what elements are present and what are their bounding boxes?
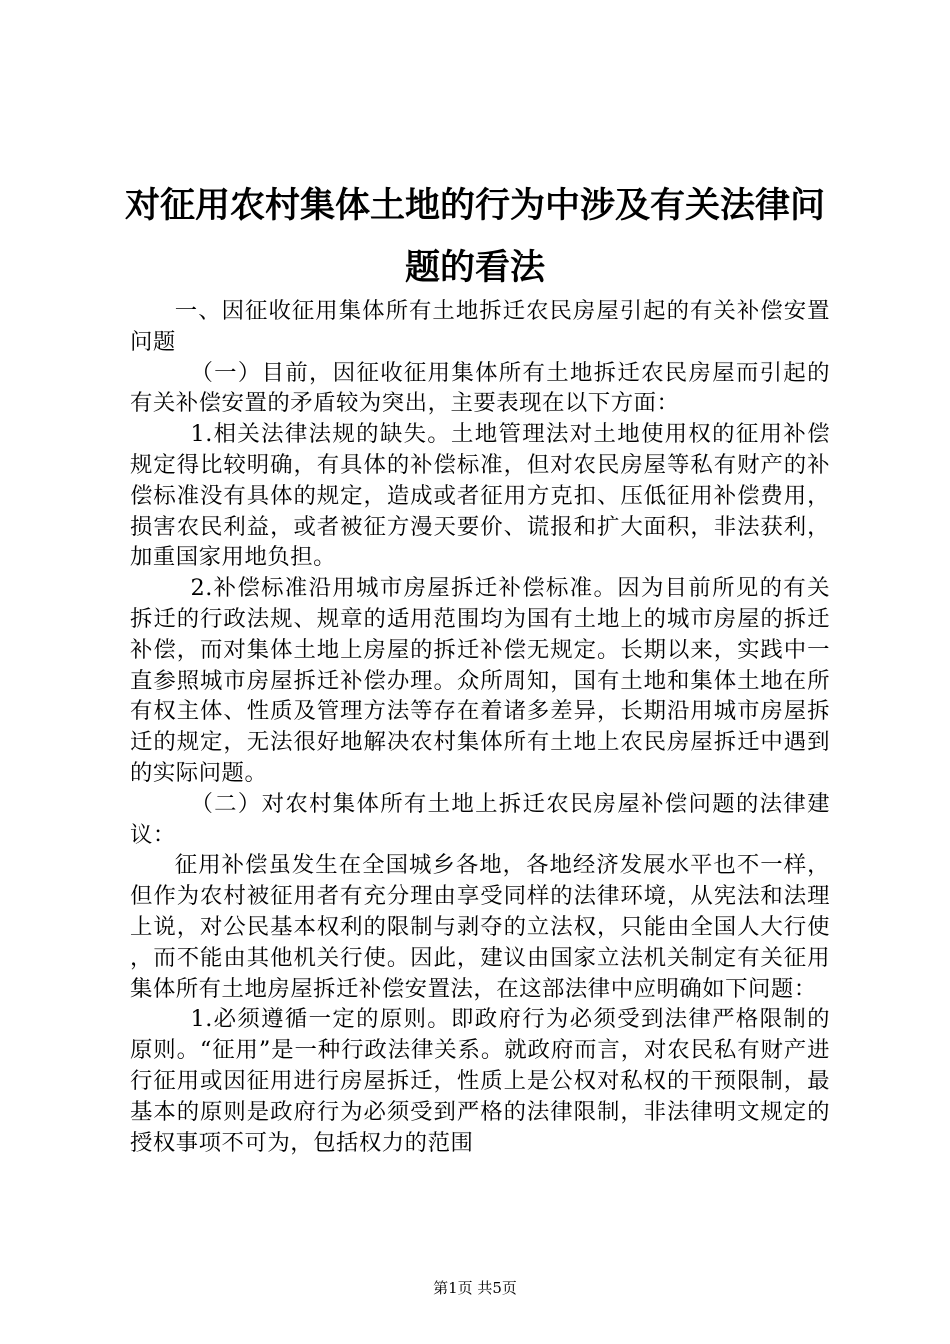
paragraph-point-1: 1.相关法律法规的缺失。土地管理法对土地使用权的征用补偿规定得比较明确，有具体的补偿标准，但对农民房屋等私有财产的补偿标准没有具体的规定，造成或者征用方克扣、压低征用补偿费用，损害农民利益，或者被征方漫天要价、谎报和扩大面积，非法获利，加重国家用地负担。 — [130, 421, 830, 571]
paragraph-suggestion: 征用补偿虽发生在全国城乡各地，各地经济发展水平也不一样，但作为农村被征用者有充分理由享受同样的法律环境，从宪法和法理上说，对公民基本权利的限制与剥夺的立法权，只能由全国人大行使，而不能由其他机关行使。因此，建议由国家立法机关制定有关征用集体所有土地房屋拆迁补偿安置法，在这部法律中应明确如下问题： — [130, 852, 830, 1002]
document-title-line-2: 题的看法 — [404, 247, 545, 288]
document-title-line-1: 对征用农村集体土地的行为中涉及有关法律问 — [124, 185, 825, 226]
subsection-heading-2: （二）对农村集体所有土地上拆迁农民房屋补偿问题的法律建议： — [130, 790, 830, 848]
section-heading-1: 一、因征收征用集体所有土地拆迁农民房屋引起的有关补偿安置问题 — [130, 298, 830, 355]
page-footer: 第1页 共5页 — [433, 1279, 517, 1297]
paragraph-point-2: 2.补偿标准沿用城市房屋拆迁补偿标准。因为目前所见的有关拆迁的行政法规、规章的适用范围均为国有土地上的城市房屋的拆迁补偿，而对集体土地上房屋的拆迁补偿无规定。长期以来，实践中一直参照城市房屋拆迁补偿办理。众所周知，国有土地和集体土地在所有权主体、性质及管理方法等存在着诸多差异，长期沿用城市房屋拆迁的规定，无法很好地解决农村集体所有土地上农民房屋拆迁中遇到的实际问题。 — [130, 575, 830, 786]
paragraph-principle: 1.必须遵循一定的原则。即政府行为必须受到法律严格限制的原则。“征用”是一种行政法律关系。就政府而言，对农民私有财产进行征用或因征用进行房屋拆迁，性质上是公权对私权的干预限制，最基本的原则是政府行为必须受到严格的法律限制，非法律明文规定的授权事项不可为，包括权力的范围 — [130, 1006, 830, 1156]
subsection-heading-1: （一）目前，因征收征用集体所有土地拆迁农民房屋而引起的有关补偿安置的矛盾较为突出，主要表现在以下方面： — [130, 359, 830, 417]
document-body — [130, 296, 830, 1158]
